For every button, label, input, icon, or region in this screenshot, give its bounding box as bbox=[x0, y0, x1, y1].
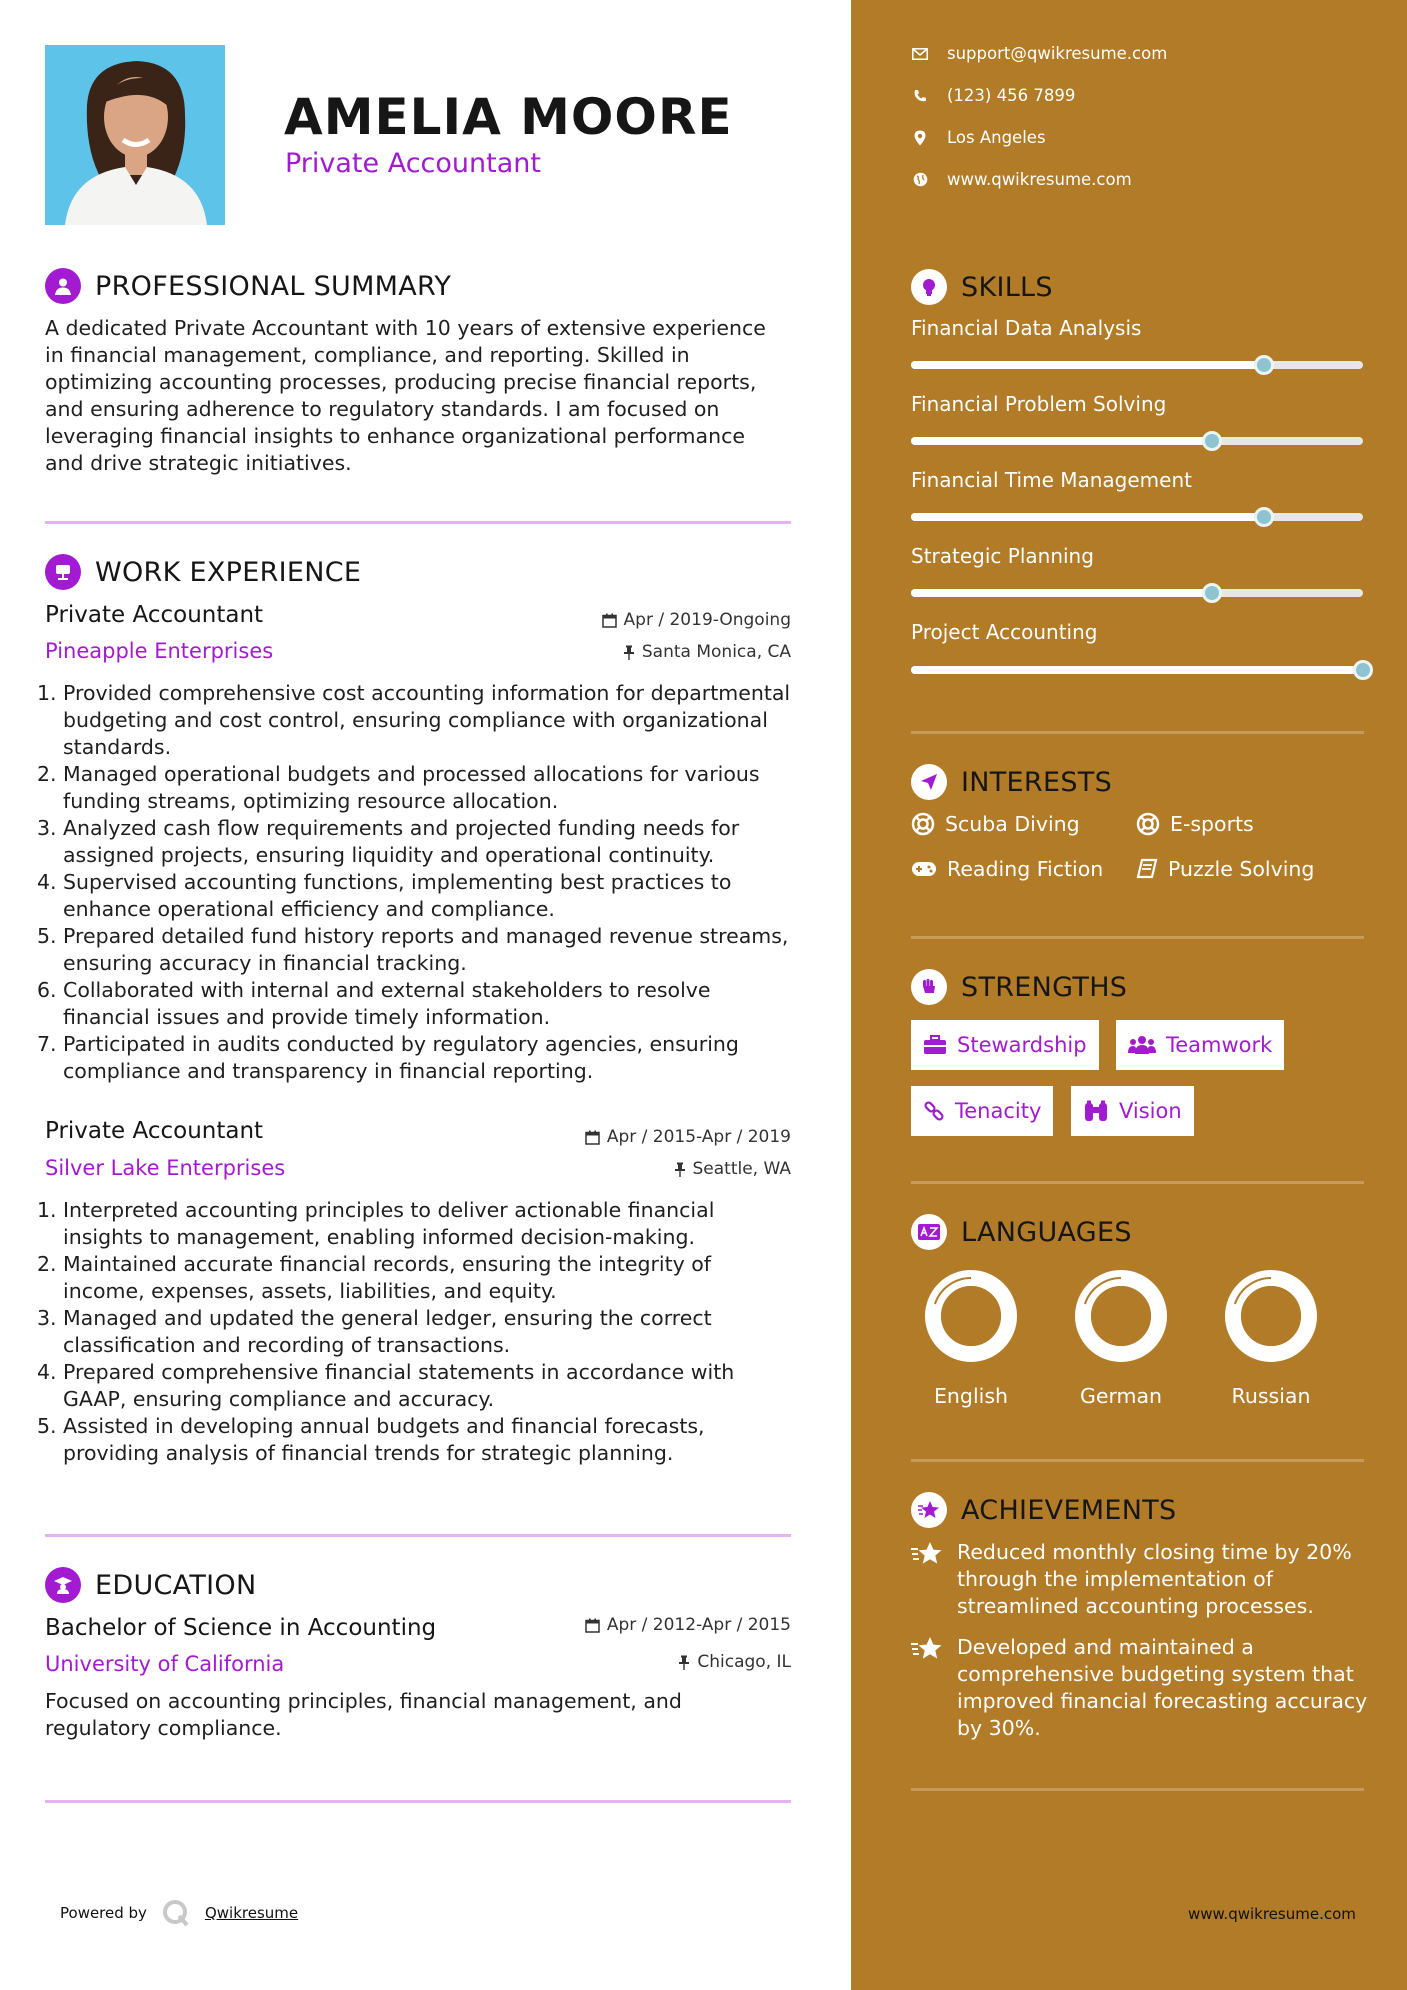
contact-website[interactable]: www.qwikresume.com bbox=[911, 170, 1132, 189]
candidate-name: AMELIA MOORE bbox=[284, 88, 733, 146]
summary-text: A dedicated Private Accountant with 10 years of extensive experience in financial management, compliance, and reporting. Skilled in optimizing accounting processes, producing precise financial reports, and ensuring adherence to regulatory standards. I am focused on leveraging financial insights to enhance organizational performance and drive strategic initiatives. bbox=[45, 316, 766, 475]
footer-website-link[interactable]: www.qwikresume.com bbox=[1188, 1905, 1356, 1923]
divider bbox=[911, 1459, 1364, 1462]
calendar-icon bbox=[585, 1130, 600, 1145]
gamepad-icon bbox=[911, 860, 937, 878]
skill-bar-fill bbox=[911, 666, 1363, 674]
skill-bar-handle bbox=[1353, 660, 1373, 680]
duties-list bbox=[34, 1197, 794, 1467]
paper-plane-icon bbox=[911, 764, 947, 800]
donut-hole bbox=[1241, 1286, 1301, 1346]
job-title: Private Accountant bbox=[45, 602, 264, 628]
list-item: Collaborated with internal and external stakeholders to resolve financial issues and provide timely information. bbox=[63, 978, 711, 1029]
life-ring-icon bbox=[1136, 812, 1160, 836]
contact-phone[interactable]: (123) 456 7899 bbox=[911, 86, 1075, 105]
list-item: Interpreted accounting principles to deliver actionable financial insights to management, enabling informed decision-making. bbox=[63, 1198, 715, 1249]
language-label: English bbox=[933, 1384, 1009, 1408]
contact-location: Los Angeles bbox=[911, 128, 1046, 147]
achievements-header bbox=[911, 1492, 1177, 1528]
skills-header bbox=[911, 269, 1053, 305]
job-location: Seattle, WA bbox=[674, 1159, 792, 1179]
education-header bbox=[45, 1567, 256, 1603]
duties-list bbox=[34, 680, 794, 1085]
list-item: Prepared comprehensive financial statements in accordance with GAAP, ensuring compliance and accuracy. bbox=[63, 1360, 735, 1411]
globe-icon bbox=[913, 172, 928, 187]
experience-header bbox=[45, 554, 361, 590]
job-location: Santa Monica, CA bbox=[623, 642, 791, 662]
skill-bar-handle bbox=[1202, 431, 1222, 451]
section-title: STRENGTHS bbox=[961, 971, 1128, 1003]
skill-label: Project Accounting bbox=[911, 620, 1098, 644]
donut-hole bbox=[941, 1286, 1001, 1346]
divider bbox=[911, 731, 1364, 734]
skill-label: Financial Time Management bbox=[911, 468, 1192, 492]
interest-item: Scuba Diving bbox=[911, 812, 1080, 836]
divider bbox=[45, 521, 791, 524]
languages-header bbox=[911, 1214, 1132, 1250]
achievement-item: Developed and maintained a comprehensive budgeting system that improved financial forecasting accuracy by 30%. bbox=[911, 1634, 1371, 1742]
map-marker-icon bbox=[914, 130, 926, 146]
graduation-icon bbox=[45, 1567, 81, 1603]
calendar-icon bbox=[585, 1618, 600, 1633]
divider bbox=[911, 1788, 1364, 1791]
star-award-icon bbox=[911, 1541, 943, 1567]
company-name: Pineapple Enterprises bbox=[45, 639, 274, 663]
pushpin-icon bbox=[623, 645, 635, 660]
divider bbox=[45, 1800, 791, 1803]
section-title: SKILLS bbox=[961, 271, 1053, 303]
skill-label: Financial Problem Solving bbox=[911, 392, 1167, 416]
language-item bbox=[1216, 1266, 1326, 1408]
strength-tag: Stewardship bbox=[911, 1020, 1099, 1070]
skill-bar bbox=[911, 666, 1363, 674]
company-name: Silver Lake Enterprises bbox=[45, 1156, 286, 1180]
interests-header bbox=[911, 764, 1112, 800]
strength-tag: Vision bbox=[1071, 1086, 1194, 1136]
skill-label: Financial Data Analysis bbox=[911, 316, 1142, 340]
list-item: Participated in audits conducted by regulatory agencies, ensuring compliance and transparency in financial reporting. bbox=[63, 1032, 739, 1083]
footer-powered-by: Powered by Qwikresume bbox=[60, 1898, 298, 1928]
pushpin-icon bbox=[674, 1162, 686, 1177]
education-dates: Apr / 2012-Apr / 2015 bbox=[585, 1615, 791, 1635]
language-label: German bbox=[1079, 1384, 1163, 1408]
lightbulb-icon bbox=[911, 269, 947, 305]
strength-tag: Tenacity bbox=[911, 1086, 1053, 1136]
list-item: Assisted in developing annual budgets and financial forecasts, providing analysis of financial trends for strategic planning. bbox=[63, 1414, 705, 1465]
skill-bar-fill bbox=[911, 361, 1264, 369]
skill-bar-fill bbox=[911, 513, 1264, 521]
interest-item: Puzzle Solving bbox=[1136, 857, 1314, 881]
language-label: Russian bbox=[1231, 1384, 1311, 1408]
strengths-header bbox=[911, 969, 1127, 1005]
section-title: WORK EXPERIENCE bbox=[95, 556, 362, 588]
education-description: Focused on accounting principles, financial management, and regulatory compliance. bbox=[45, 1689, 682, 1740]
binoculars-icon bbox=[1083, 1100, 1109, 1122]
job-title: Private Accountant bbox=[45, 1118, 264, 1144]
skill-label: Strategic Planning bbox=[911, 544, 1094, 568]
candidate-title: Private Accountant bbox=[285, 148, 541, 179]
skill-bar-fill bbox=[911, 437, 1212, 445]
envelope-icon bbox=[912, 48, 928, 60]
qwikresume-logo-icon bbox=[161, 1898, 191, 1928]
skill-bar bbox=[911, 513, 1363, 521]
list-item: Managed and updated the general ledger, ensuring the correct classification and recording of transactions. bbox=[63, 1306, 712, 1357]
job-dates: Apr / 2015-Apr / 2019 bbox=[585, 1127, 791, 1147]
skill-bar bbox=[911, 437, 1363, 445]
school-name: University of California bbox=[45, 1652, 285, 1676]
job-dates: Apr / 2019-Ongoing bbox=[602, 610, 791, 630]
briefcase-chair-icon bbox=[45, 554, 81, 590]
skill-bar-handle bbox=[1254, 507, 1274, 527]
language-level-donut bbox=[1071, 1266, 1171, 1366]
contact-email[interactable]: support@qwikresume.com bbox=[911, 44, 1167, 63]
degree-title: Bachelor of Science in Accounting bbox=[45, 1615, 437, 1641]
list-item: Supervised accounting functions, implementing best practices to enhance operational efficiency and compliance. bbox=[63, 870, 732, 921]
briefcase-icon bbox=[923, 1035, 947, 1055]
education-location: Chicago, IL bbox=[678, 1652, 791, 1672]
star-award-icon bbox=[911, 1492, 947, 1528]
skill-bar-fill bbox=[911, 589, 1212, 597]
calendar-icon bbox=[602, 613, 617, 628]
skill-bar-handle bbox=[1254, 355, 1274, 375]
section-title: PROFESSIONAL SUMMARY bbox=[95, 270, 452, 302]
language-item bbox=[916, 1266, 1026, 1408]
achievement-item: Reduced monthly closing time by 20% through the implementation of streamlined accounting processes. bbox=[911, 1539, 1371, 1620]
divider bbox=[45, 1534, 791, 1537]
divider bbox=[911, 936, 1364, 939]
life-ring-icon bbox=[911, 812, 935, 836]
language-level-donut bbox=[1221, 1266, 1321, 1366]
list-item: Analyzed cash flow requirements and projected funding needs for assigned projects, ensuring liquidity and operational continuity. bbox=[63, 816, 740, 867]
skill-bar-handle bbox=[1202, 583, 1222, 603]
pushpin-icon bbox=[678, 1655, 690, 1670]
fist-icon bbox=[911, 969, 947, 1005]
skill-bar bbox=[911, 361, 1363, 369]
divider bbox=[911, 1181, 1364, 1184]
section-title: EDUCATION bbox=[95, 1569, 257, 1601]
interest-item: E-sports bbox=[1136, 812, 1254, 836]
users-icon bbox=[1128, 1035, 1156, 1055]
qwikresume-link[interactable]: Qwikresume bbox=[204, 1904, 299, 1922]
language-level-donut bbox=[921, 1266, 1021, 1366]
profile-photo bbox=[45, 45, 225, 225]
translate-icon bbox=[911, 1214, 947, 1250]
list-item: Maintained accurate financial records, ensuring the integrity of income, expenses, assets, liabilities, and equity. bbox=[63, 1252, 712, 1303]
star-award-icon bbox=[911, 1636, 943, 1662]
donut-hole bbox=[1091, 1286, 1151, 1346]
skill-bar bbox=[911, 589, 1363, 597]
user-icon bbox=[45, 268, 81, 304]
list-item: Provided comprehensive cost accounting information for departmental budgeting and cost control, ensuring compliance with organizational standards. bbox=[63, 681, 791, 759]
interest-item: Reading Fiction bbox=[911, 857, 1103, 881]
strength-tag: Teamwork bbox=[1116, 1020, 1284, 1070]
phone-icon bbox=[913, 89, 927, 103]
language-item bbox=[1066, 1266, 1176, 1408]
book-icon bbox=[1136, 858, 1158, 880]
section-title: LANGUAGES bbox=[961, 1216, 1132, 1248]
section-title: ACHIEVEMENTS bbox=[961, 1494, 1177, 1526]
link-icon bbox=[923, 1100, 945, 1122]
list-item: Managed operational budgets and processed allocations for various funding streams, optimizing resource allocation. bbox=[63, 762, 760, 813]
list-item: Prepared detailed fund history reports and managed revenue streams, ensuring accuracy in financial tracking. bbox=[63, 924, 789, 975]
section-title: INTERESTS bbox=[961, 766, 1113, 798]
summary-header bbox=[45, 268, 451, 304]
